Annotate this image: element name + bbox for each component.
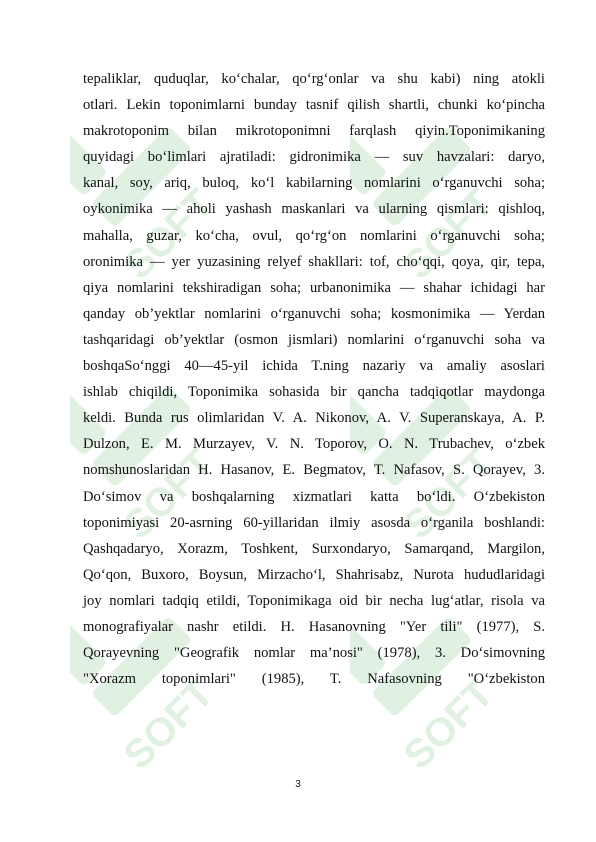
- svg-text:SOFT: SOFT: [395, 441, 503, 548]
- text-line: Qorayevning "Geografik nomlar ma’nosi" (1978), 3. Do‘simovning: [83, 645, 545, 662]
- text-line: makrotoponim bilan mikrotoponimni farqlash qiyin.Toponimikaning: [83, 123, 545, 140]
- text-line: tepaliklar, quduqlar, ko‘chalar, qo‘rg‘onlar va shu kabi) ning atokli: [83, 71, 545, 87]
- text-line: monografiyalar nashr etildi. H. Hasanovning "Yer tili" (1977), S.: [83, 618, 545, 635]
- text-line: qiya nomlarini tekshiradigan soha; urbanonimika — shahar ichidagi har: [83, 279, 545, 296]
- text-line: Qo‘qon, Buxoro, Boysun, Mirzacho‘l, Shahrisabz, Nurota hududlaridagi: [83, 566, 545, 583]
- text-line: Qashqadaryo, Xorazm, Toshkent, Surxondaryo, Samarqand, Margilon,: [83, 540, 545, 557]
- text-line: oronimika — yer yuzasining relyef shakllari: tof, cho‘qqi, qoya, qir, tepa,: [83, 253, 545, 270]
- text-line: mahalla, guzar, ko‘cha, ovul, qo‘rg‘on nomlarini o‘rganuvchi soha;: [83, 227, 545, 244]
- text-line: qanday ob’yektlar nomlarini o‘rganuvchi soha; kosmonimika — Yerdan: [83, 305, 545, 322]
- text-line: ishlab chiqildi, Toponimika sohasida bir qancha tadqiqotlar maydonga: [83, 384, 545, 401]
- text-line: joy nomlari tadqiq etildi, Toponimikaga oid bir necha lug‘atlar, risola va: [83, 592, 545, 609]
- text-line: boshqaSo‘nggi 40—45-yil ichida T.ning nazariy va amaliy asoslari: [83, 358, 545, 375]
- text-line: quyidagi bo‘limlari ajratiladi: gidronimika — suv havzalari: daryo,: [83, 149, 545, 166]
- body-paragraph: [83, 66, 545, 692]
- svg-text:SOFT: SOFT: [395, 181, 503, 288]
- svg-text:SOFT: SOFT: [115, 181, 223, 288]
- svg-text:SOFT: SOFT: [395, 671, 503, 778]
- text-line: Do‘simov va boshqalarning xizmatlari katta bo‘ldi. O‘zbekiston: [83, 488, 545, 505]
- text-line: nomshunoslaridan H. Hasanov, E. Begmatov, T. Nafasov, S. Qorayev, 3.: [83, 462, 545, 479]
- text-line: oykonimika — aholi yashash maskanlari va ularning qismlari: qishloq,: [83, 201, 545, 218]
- page-number: 3: [295, 779, 301, 790]
- text-line: "Xorazm toponimlari" (1985), T. Nafasovning "O‘zbekiston: [83, 671, 545, 688]
- svg-text:SOFT: SOFT: [115, 441, 223, 548]
- text-line: otlari. Lekin toponimlarni bunday tasnif qilish shartli, chunki ko‘pincha: [83, 97, 545, 114]
- text-line: toponimiyasi 20-asrning 60-yillaridan ilmiy asosda o‘rganila boshlandi:: [83, 514, 545, 531]
- text-line: Dulzon, E. M. Murzayev, V. N. Toporov, O. N. Trubachev, o‘zbek: [83, 436, 545, 453]
- text-line: kanal, soy, ariq, buloq, ko‘l kabilarning nomlarini o‘rganuvchi soha;: [83, 175, 545, 192]
- text-line: tashqaridagi ob’yektlar (osmon jismlari) nomlarini o‘rganuvchi soha va: [83, 331, 545, 348]
- svg-text:SOFT: SOFT: [115, 671, 223, 778]
- text-line: keldi. Bunda rus olimlaridan V. A. Nikonov, A. V. Superanskaya, A. P.: [83, 410, 545, 427]
